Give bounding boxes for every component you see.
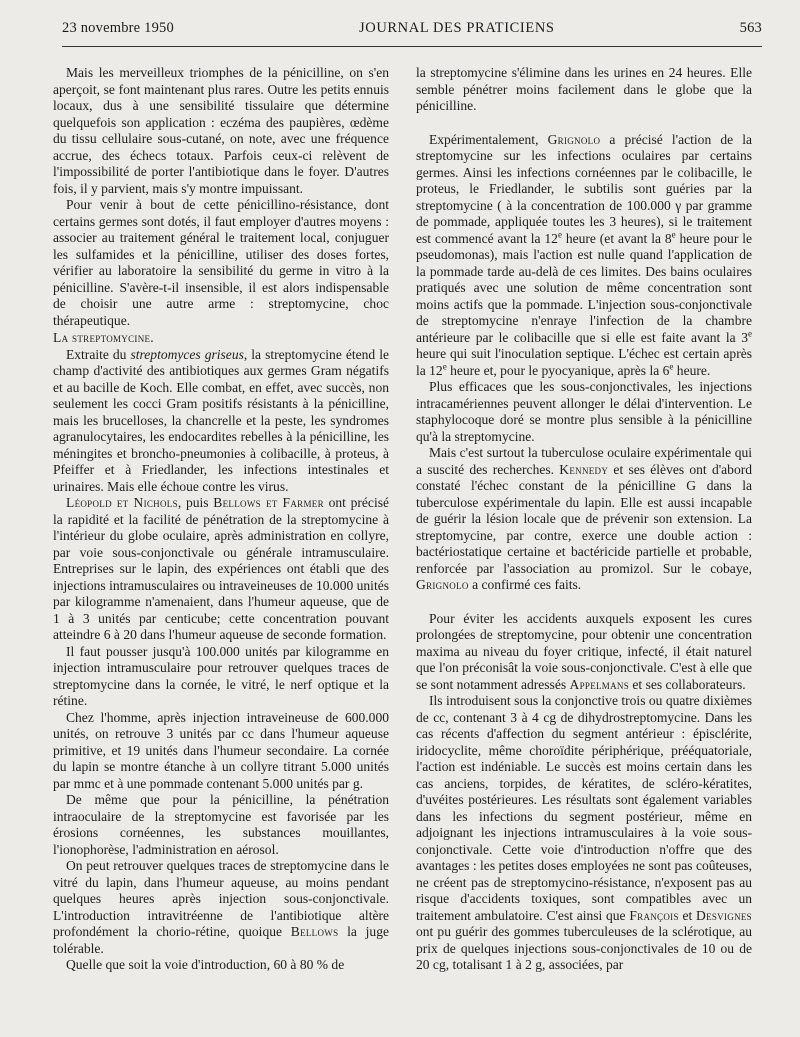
paragraph: Mais les merveilleux triomphes de la pénicilline, on s'en aperçoit, se font maintenant plus rares. Outre les petits ennuis locaux, dus à une sensibilité tissulaire que détermine quelquefois son application : eczéma des paupières, œdème du tissu cellulaire sous-cutané, on note, avec une fréquence accrue, des échecs totaux. Parfois ceux-ci relèvent de l'impossibilité de porter l'antibiotique dans le foyer. D'autres fois, il y parvient, mais s'y montre impuissant.	[53, 65, 389, 196]
author-name: Appelmans	[569, 676, 630, 692]
author-name: Grignolo	[547, 131, 601, 147]
author-name: Bellows	[290, 924, 339, 939]
author-name: François	[629, 907, 679, 923]
paragraph: Extraite du streptomyces griseus, la streptomycine étend le champ d'activité des antibiotiques aux germes Gram négatifs et au bacille de Koch. Elle combat, en effet, avec succès, non seulement les cocci Gram positifs résistants à la pénicilline, mais les brucelloses, la chancrelle et la peste, les syndromes agranulocytaires, les endocardites rebelles à la pénicilline, les méningites et broncho-pneumonies à colibacille, à proteus, à Pfeiffer et à Friedlander, les infections intestinales et urinaires. Mais elle échoue contre les virus.	[53, 346, 389, 494]
paragraph: Chez l'homme, après injection intraveineuse de 600.000 unités, on retrouve 3 unités par cc dans l'humeur aqueuse primitive, et 19 unités dans l'humeur secondaire. La cornée du lapin se montre étanche à un collyre titrant 5.000 unités par mmc et à une pommade contenant 5.000 unités par g.	[53, 709, 389, 791]
paragraph: Mais c'est surtout la tuberculose oculaire expérimentale qui a suscité des recherches. Kennedy et ses élèves ont d'abord constaté l'échec constant de la pénicilline G dans la tuberculose expérimentale du lapin. Elle est aussi incapable de guérir la lésion locale que de prévenir son extension. La streptomycine, par contre, exerce une double action : bactériostatique certaine et bactéricide partielle et probable, renforcée par l'association au promizol. Sur le cobaye, Grignolo a confirmé ces faits.	[416, 445, 752, 592]
journal-title: JOURNAL DES PRATICIENS	[359, 20, 555, 36]
paragraph: Quelle que soit la voie d'introduction, 60 à 80 % de	[66, 957, 345, 972]
paragraph: Pour éviter les accidents auxquels exposent les cures prolongées de streptomycine, pour obtenir une concentration maxima au niveau du foyer critique, infecté, il était naturel que l'on préconisât la voie sous-conjonctivale. C'est à elle que se sont notamment adressés Appelmans et ses collaborateurs.	[416, 610, 752, 692]
paragraph: Ils introduisent sous la conjonctive trois ou quatre dixièmes de cc, contenant 3 à 4 cg de dihydrostreptomycine. Dans les cas récents d'affection du segment antérieur : épisclérite, iridocyclite, même choroïdite périphérique, prééquatoriale, l'action est indéniable. Le succès est moins certain dans les cas anciens, torpides, de kératites, de scléro-kératites, d'uvéites postérieures. Les résultats sont également variables dans les infections du segment postérieur, même en adjoignant les injections intramusculaires à la voie sous-conjonctivale. Cette voie d'introduction n'offre que des avantages : les petites doses employées ne sont pas coûteuses, ne créent pas de streptomycino-résistance, n'exposent pas au risque d'accidents toxiques, sont compatibles avec un traitement ambulatoire. C'est ainsi que François et Desvignes ont pu guérir des gommes tuberculeuses de la sclérotique, au prix de quelques injections sous-conjonctivales de 10 ou de 20 cg, totalisant 1 à 2 g, associées, par	[416, 693, 752, 972]
paragraph: la streptomycine s'élimine dans les urines en 24 heures. Elle semble pénétrer moins facilement dans le globe que la pénicilline.	[416, 65, 752, 113]
italic-term: streptomyces griseus	[130, 346, 244, 362]
paragraph: Léopold et Nichols, puis Bellows et Farmer ont précisé la rapidité et la facilité de pénétration de la streptomycine à l'intérieur du globe oculaire, après administration en collyre, par voie sous-conjonctivale ou générale intramusculaire. Entreprises sur le lapin, des expériences ont établi que des injections intramusculaires ou intraveineuses de 10.000 unités par kilogramme n'amenaient, dans l'humeur aqueuse, que de 1 à 3 unités par centicube; cette concentration pouvant atteindre 6 à 20 dans l'humeur aqueuse de seconde formation.	[53, 495, 389, 642]
paragraph: Pour venir à bout de cette pénicillino-résistance, dont certains germes sont dotés, il faut employer d'autres moyens : associer au traitement général le traitement local, conjuguer les sulfamides et la pénicilline, utiliser des doses fortes, vérifier au laboratoire la sensibilité du germe in vitro à la pénicilline. S'avère-t-il insensible, il est alors indispensable de choisir une autre arme : streptomycine, choc thérapeutique.	[53, 197, 389, 328]
paragraph: De même que pour la pénicilline, la pénétration intraoculaire de la streptomycine est favorisée par les érosions cornéennes, les substances mouillantes, l'ionophorèse, l'administration en aérosol.	[53, 792, 389, 857]
page-number: 563	[739, 20, 762, 36]
author-name: Kennedy	[559, 461, 609, 477]
author-name: Bellows et Farmer	[213, 495, 324, 510]
paragraph: Il faut pousser jusqu'à 100.000 unités par kilogramme en injection intramusculaire pour retrouver quelques traces de streptomycine dans la cornée, le vitré, le nerf optique et la rétine.	[53, 643, 389, 708]
author-name: Desvignes	[696, 907, 752, 923]
paragraph: Expérimentalement, Grignolo a précisé l'action de la streptomycine sur les infections oculaires par certains germes. Ainsi les infections cornéennes par le colibacille, le proteus, le Friedlander, le subtilis sont guéries par la streptomycine ( à la concentration de 100.000 γ par gramme de pommade, appliquée toutes les 3 heures), si le traitement est commencé avant la 12e heure (et avant la 8e heure pour le pseudomonas), mais l'action est nulle quand l'application de la pommade tarde au-delà de ces limites. Des bains oculaires pratiqués avec une solution de même concentration sont moins actifs que la pommade. L'injection sous-conjonctivale de streptomycine n'enraye l'infection de la chambre antérieure par le colibacille que si elle est faite avant la 3e heure qui suit l'inoculation septique. L'échec est certain après la 12e heure et, pour le pyocyanique, après la 6e heure.	[416, 131, 752, 378]
section-heading: La streptomycine.	[53, 330, 154, 345]
author-name: Léopold et Nichols	[66, 495, 178, 510]
header-date: 23 novembre 1950	[62, 20, 174, 36]
right-column	[416, 65, 752, 1005]
paragraph: Plus efficaces que les sous-conjonctivales, les injections intracamériennes peuvent allonger le délai d'intervention. Le staphylocoque doré se montre plus sensible à la pénicilline qu'à la streptomycine.	[416, 379, 752, 444]
running-header	[62, 20, 762, 47]
left-column	[53, 65, 389, 1005]
paragraph: On peut retrouver quelques traces de streptomycine dans le vitré du lapin, dans l'humeur aqueuse, au moins pendant quelques heures après injection sous-conjonctivale. L'introduction intravitréenne de l'antibiotique altère profondément la chorio-rétine, quoique Bellows la juge tolérable.	[53, 858, 389, 956]
author-name: Grignolo	[416, 577, 469, 592]
